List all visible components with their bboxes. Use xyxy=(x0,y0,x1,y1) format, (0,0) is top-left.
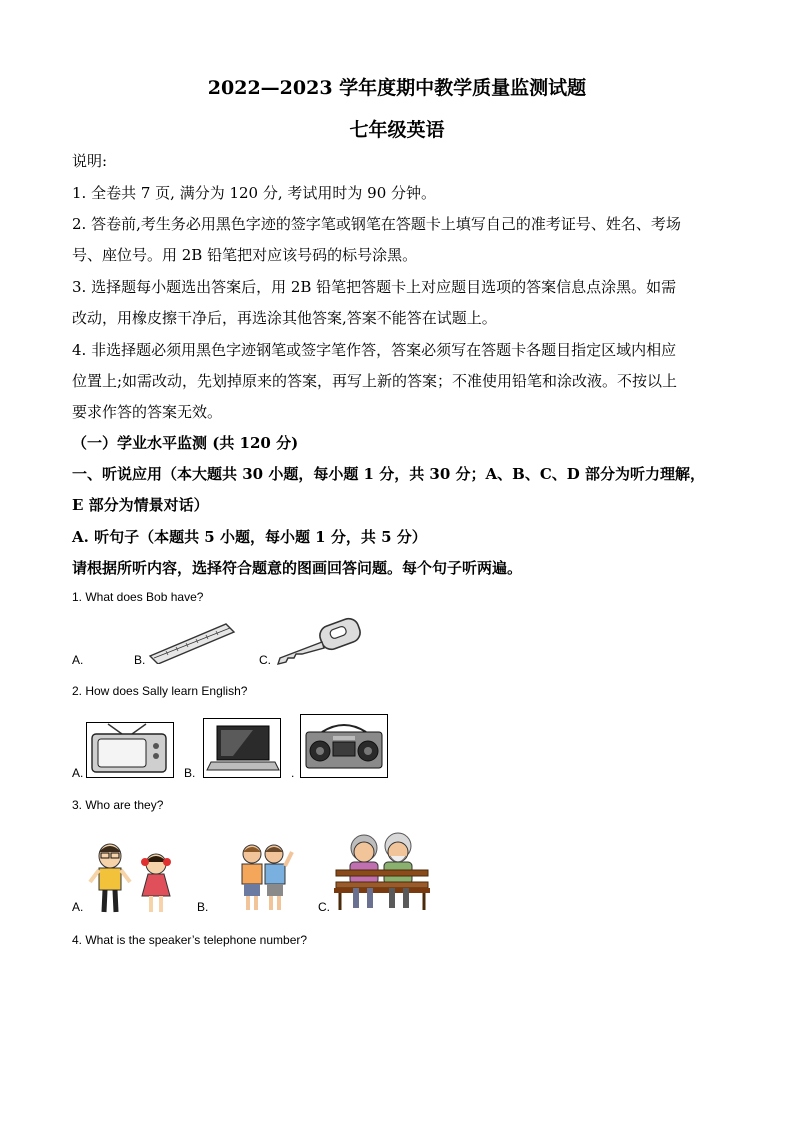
question-3: 3. Who are they? xyxy=(72,798,164,812)
laptop-icon xyxy=(203,718,281,778)
q3-option-b[interactable]: B. xyxy=(197,900,209,914)
tv-icon xyxy=(86,722,174,778)
instruction-1: 1. 全卷共 7 页, 满分为 120 分, 考试用时为 90 分钟。 xyxy=(72,184,437,202)
q2-option-b[interactable]: B. xyxy=(184,766,196,780)
q3-option-c[interactable]: C. xyxy=(318,900,330,914)
listening-heading-a: 一、听说应用（本大题共 30 小题，每小题 1 分，共 30 分；A、B、C、D 部分为听力理解， xyxy=(72,465,706,483)
instruction-3a: 3. 选择题每小题选出答案后，用 2B 铅笔把答题卡上对应题目选项的答案信息点涂黑。如需 xyxy=(72,278,677,296)
instruction-4a: 4. 非选择题必须用黑色字迹钢笔或签字笔作答，答案必须写在答题卡各题目指定区域内相应 xyxy=(72,341,677,359)
teacher-girl-icon xyxy=(88,840,180,914)
question-4: 4. What is the speaker’s telephone number? xyxy=(72,933,308,947)
directions: 请根据所听内容，选择符合题意的图画回答问题。每个句子听两遍。 xyxy=(72,559,523,577)
question-1: 1. What does Bob have? xyxy=(72,590,204,604)
listening-heading-b: E 部分为情景对话） xyxy=(72,496,209,514)
part-title: （一）学业水平监测 (共 120 分) xyxy=(72,434,299,452)
instruction-4c: 要求作答的答案无效。 xyxy=(72,403,223,421)
exam-title: 2022—2023 学年度期中教学质量监测试题 xyxy=(207,77,587,99)
instruction-3b: 改动，用橡皮擦干净后，再选涂其他答案,答案不能答在试题上。 xyxy=(72,309,497,327)
exam-subtitle: 七年级英语 xyxy=(349,119,445,141)
key-icon xyxy=(272,616,366,666)
two-boys-icon xyxy=(234,842,294,912)
q3-option-a[interactable]: A. xyxy=(72,900,84,914)
q2-option-c[interactable]: . xyxy=(291,766,295,780)
subsection-heading: A. 听句子（本题共 5 小题，每小题 1 分，共 5 分） xyxy=(72,528,427,546)
q1-option-a[interactable]: A. xyxy=(72,653,84,667)
q2-option-a[interactable]: A. xyxy=(72,766,84,780)
radio-icon xyxy=(300,714,388,778)
ruler-icon xyxy=(146,620,236,664)
q1-option-c[interactable]: C. xyxy=(259,653,271,667)
instructions-heading: 说明: xyxy=(72,152,108,170)
instruction-2b: 号、座位号。用 2B 铅笔把对应该号码的标号涂黑。 xyxy=(72,246,418,264)
grandparents-icon xyxy=(334,826,430,912)
question-2: 2. How does Sally learn English? xyxy=(72,684,248,698)
q1-option-b[interactable]: B. xyxy=(134,653,146,667)
instruction-4b: 位置上;如需改动，先划掉原来的答案，再写上新的答案；不准使用铅笔和涂改液。不按以上 xyxy=(72,372,678,390)
instruction-2a: 2. 答卷前,考生务必用黑色字迹的签字笔或钢笔在答题卡上填写自己的准考证号、姓名、考场 xyxy=(72,215,681,233)
